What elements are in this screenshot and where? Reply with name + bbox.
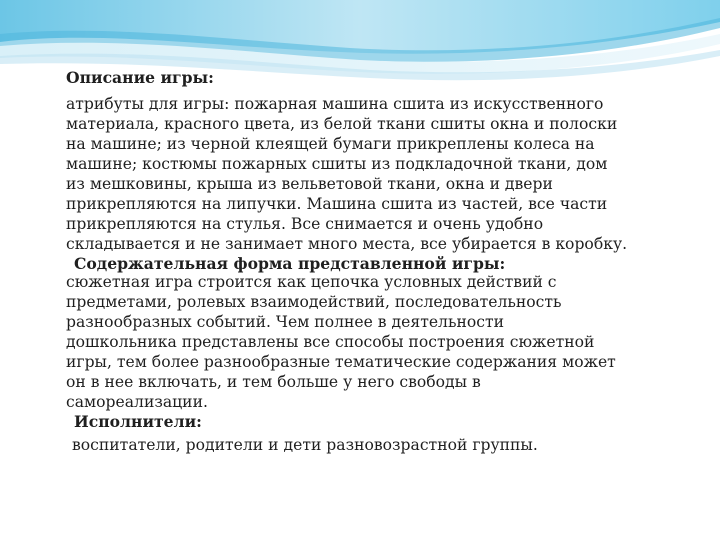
description-line-4: машине; костюмы пожарных сшиты из подкладочной ткани, дом	[66, 155, 608, 173]
content-form-line-6: он в нее включать, и тем больше у него свободы в	[66, 373, 481, 391]
description-line-2: материала, красного цвета, из белой ткани сшиты окна и полоски	[66, 115, 618, 133]
description-line-6: прикрепляются на липучки. Машина сшита из частей, все части	[66, 195, 608, 213]
slide-body	[0, 58, 720, 540]
content-form-line-4: дошкольника представлены все способы построения сюжетной	[66, 333, 595, 351]
section-heading-content-form: Содержательная форма представленной игры:	[74, 254, 506, 273]
description-line-8: складывается и не занимает много места, все убирается в коробку.	[66, 235, 628, 253]
description-line-7: прикрепляются на стулья. Все снимается и очень удобно	[66, 215, 544, 233]
description-line-3: на машине; из черной клеящей бумаги прикреплены колеса на	[66, 135, 595, 153]
content-form-line-7: самореализации.	[66, 393, 208, 411]
section-heading-performers: Исполнители:	[74, 412, 202, 431]
content-form-line-3: разнообразных событий. Чем полнее в деятельности	[66, 313, 504, 331]
description-line-5: из мешковины, крыша из вельветовой ткани, окна и двери	[66, 175, 553, 193]
content-form-line-1: сюжетная игра строится как цепочка условных действий с	[66, 273, 557, 291]
section-heading-description: Описание игры:	[66, 68, 214, 87]
content-form-line-5: игры, тем более разнообразные тематические содержания может	[66, 353, 616, 371]
performers-line-1: воспитатели, родители и дети разновозрастной группы.	[72, 436, 538, 454]
description-line-1: атрибуты для игры: пожарная машина сшита из искусственного	[66, 95, 604, 113]
content-form-line-2: предметами, ролевых взаимодействий, последовательность	[66, 293, 562, 311]
